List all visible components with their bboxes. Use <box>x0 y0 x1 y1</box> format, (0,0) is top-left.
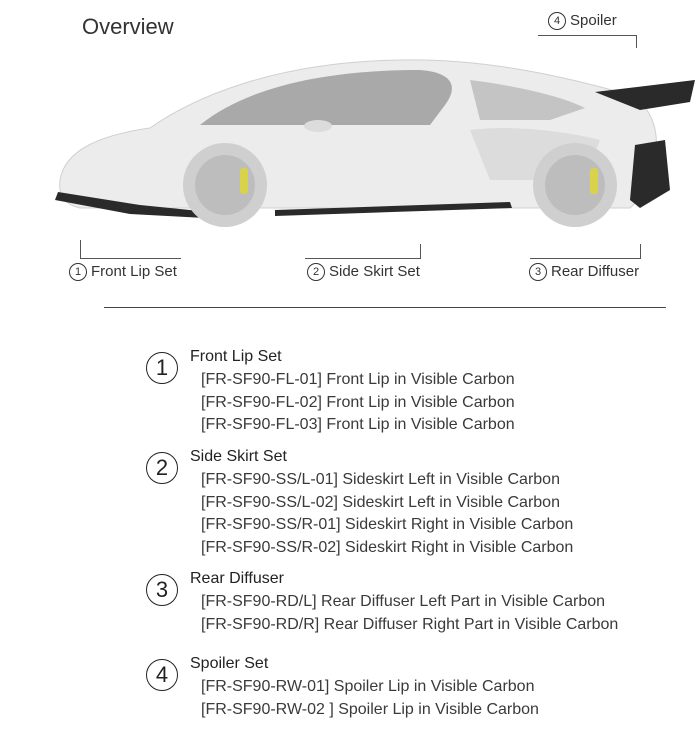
part-item: [FR-SF90-RW-02 ] Spoiler Lip in Visible Carbon <box>201 700 539 718</box>
part-list <box>201 369 515 437</box>
front-wheel <box>183 143 267 227</box>
part-item: [FR-SF90-SS/R-02] Sideskirt Right in Visible Carbon <box>201 538 574 556</box>
leader-line-rear-diffuser <box>530 244 641 259</box>
callout-spoiler: 4 Spoiler <box>548 12 617 30</box>
section-title: Spoiler Set <box>190 655 269 672</box>
callout-side-skirt: 2 Side Skirt Set <box>307 263 420 281</box>
section-number: 2 <box>146 452 178 484</box>
part-item: [FR-SF90-FL-01] Front Lip in Visible Carbon <box>201 371 515 388</box>
car-illustration <box>40 40 695 240</box>
part-item: [FR-SF90-RW-01] Spoiler Lip in Visible Carbon <box>201 678 535 695</box>
section-title: Rear Diffuser <box>190 570 284 587</box>
part-item: [FR-SF90-RD/R] Rear Diffuser Right Part in Visible Carbon <box>201 615 619 633</box>
callout-front-lip: 1 Front Lip Set <box>69 263 177 281</box>
section-number: 4 <box>146 659 178 691</box>
part-item: [FR-SF90-FL-03] Front Lip in Visible Carbon <box>201 416 515 433</box>
part-list <box>201 591 618 636</box>
section-number: 1 <box>146 352 178 384</box>
part-list <box>201 469 573 559</box>
section-title: Side Skirt Set <box>190 448 287 465</box>
part-item: [FR-SF90-FL-02] Front Lip in Visible Carbon <box>201 393 515 411</box>
part-item: [FR-SF90-RD/L] Rear Diffuser Left Part in Visible Carbon <box>201 593 606 610</box>
rear-diffuser-part <box>630 140 670 208</box>
part-list <box>201 676 539 721</box>
leader-line-side-skirt <box>305 244 421 259</box>
part-item: [FR-SF90-SS/R-01] Sideskirt Right in Visible Carbon <box>201 516 574 533</box>
section-number: 3 <box>146 574 178 606</box>
part-item: [FR-SF90-SS/L-01] Sideskirt Left in Visible Carbon <box>201 471 560 488</box>
leader-line-front-lip <box>80 240 181 259</box>
divider-line <box>104 307 666 308</box>
section-title: Front Lip Set <box>190 348 282 365</box>
callout-rear-diffuser: 3 Rear Diffuser <box>529 263 639 281</box>
part-item: [FR-SF90-SS/L-02] Sideskirt Left in Visible Carbon <box>201 493 560 511</box>
leader-line-spoiler <box>538 35 637 48</box>
overview-title: Overview <box>82 14 174 39</box>
rear-wheel <box>533 143 617 227</box>
